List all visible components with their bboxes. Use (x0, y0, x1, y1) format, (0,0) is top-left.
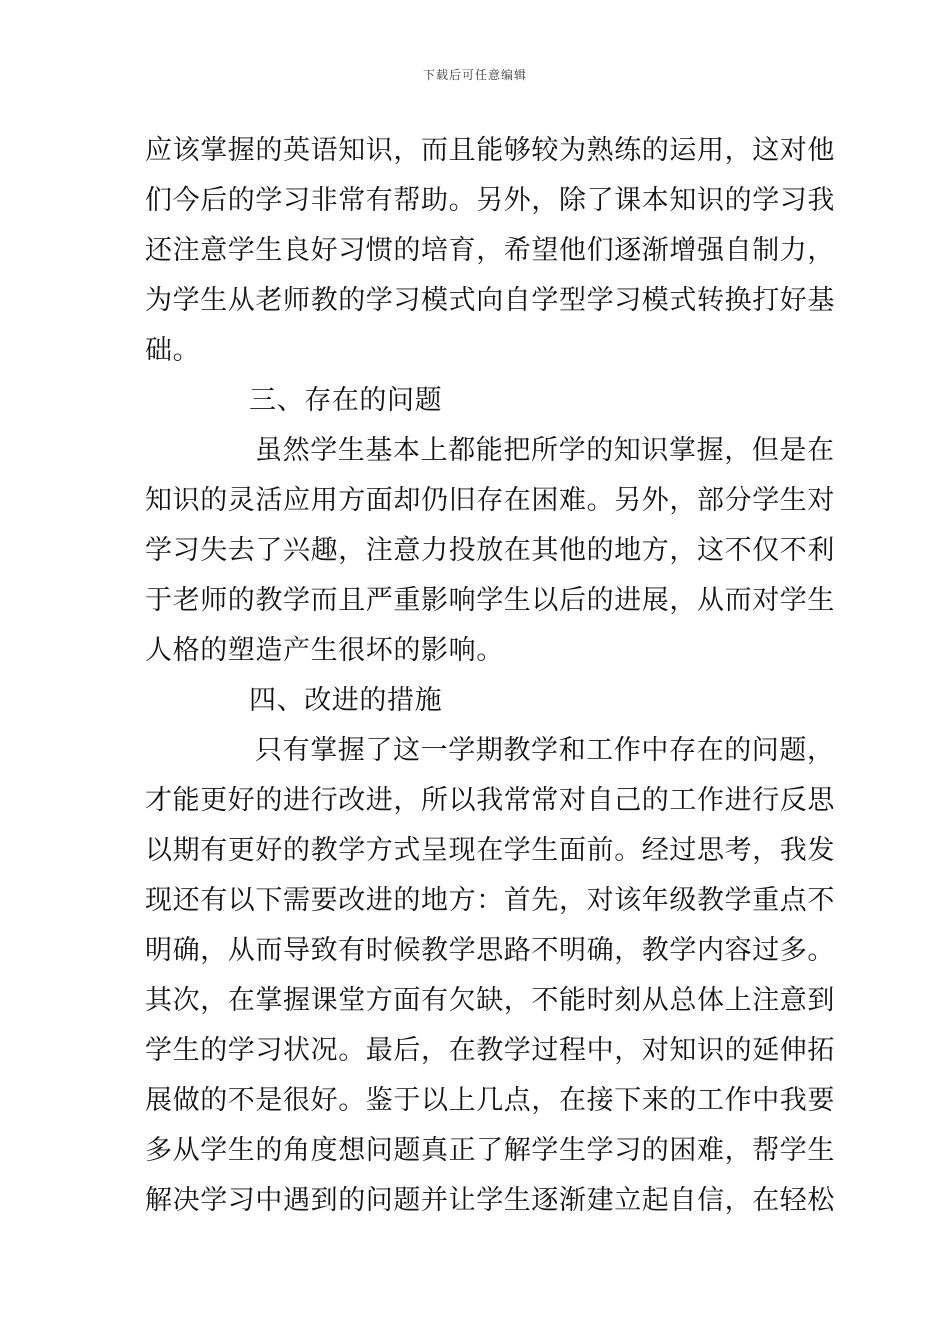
text-line: 们今后的学习非常有帮助。另外，除了课本知识的学习我 (145, 185, 835, 216)
text-line: 展做的不是很好。鉴于以上几点，在接下来的工作中我要 (145, 1085, 835, 1116)
text-line: 础。 (145, 335, 201, 366)
section-heading-problems: 三、存在的问题 (249, 385, 443, 416)
text-line: 人格的塑造产生很坏的影响。 (145, 635, 504, 666)
text-line: 明确，从而导致有时候教学思路不明确，教学内容过多。 (145, 935, 835, 966)
text-line: 为学生从老师教的学习模式向自学型学习模式转换打好基 (145, 285, 835, 316)
document-body (145, 126, 835, 1226)
text-line: 还注意学生良好习惯的培育，希望他们逐渐增强自制力， (145, 235, 835, 266)
text-line: 解决学习中遇到的问题并让学生逐渐建立起自信，在轻松 (145, 1185, 835, 1216)
text-line: 虽然学生基本上都能把所学的知识掌握，但是在 (255, 435, 835, 466)
text-line: 现还有以下需要改进的地方：首先，对该年级教学重点不 (145, 885, 835, 916)
text-line: 应该掌握的英语知识，而且能够较为熟练的运用，这对他 (145, 135, 835, 166)
text-line: 于老师的教学而且严重影响学生以后的进展，从而对学生 (145, 585, 835, 616)
section-heading-improvements: 四、改进的措施 (249, 685, 443, 716)
text-line: 学生的学习状况。最后，在教学过程中，对知识的延伸拓 (145, 1035, 835, 1066)
page-header: 下载后可任意编辑 (422, 68, 527, 82)
text-line: 学习失去了兴趣，注意力投放在其他的地方，这不仅不利 (145, 535, 835, 566)
text-line: 多从学生的角度想问题真正了解学生学习的困难，帮学生 (145, 1135, 835, 1166)
text-line: 知识的灵活应用方面却仍旧存在困难。另外，部分学生对 (145, 485, 835, 516)
text-line: 才能更好的进行改进，所以我常常对自己的工作进行反思 (145, 785, 835, 816)
text-line: 其次，在掌握课堂方面有欠缺，不能时刻从总体上注意到 (145, 985, 835, 1016)
text-line: 只有掌握了这一学期教学和工作中存在的问题， (255, 735, 835, 766)
text-line: 以期有更好的教学方式呈现在学生面前。经过思考，我发 (145, 835, 835, 866)
